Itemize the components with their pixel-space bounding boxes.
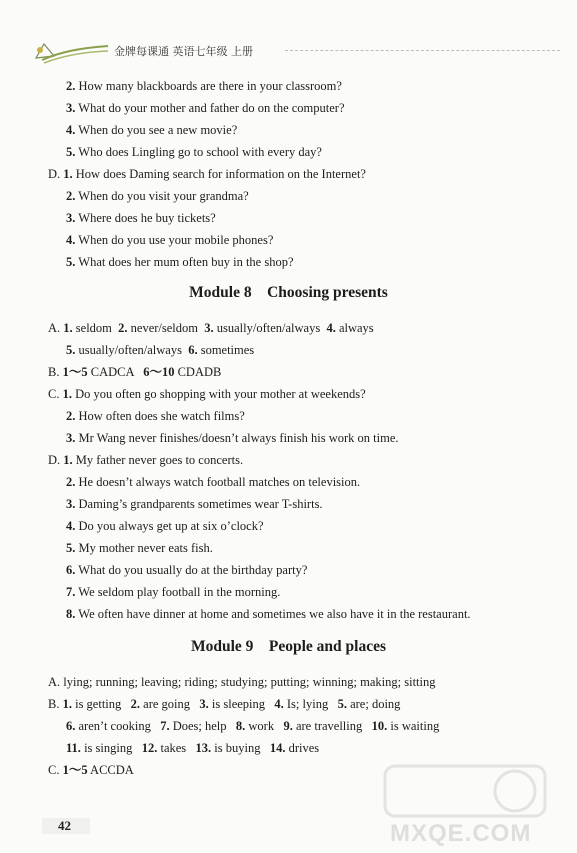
answer-text: takes [157, 741, 196, 755]
answer-text: D. [48, 167, 64, 181]
answer-text: Does; help [169, 719, 236, 733]
item-number: 1. [63, 321, 73, 335]
answer-text: Mr Wang never finishes/doesn’t always finish his work on time. [75, 431, 399, 445]
item-number: 1. [63, 167, 73, 181]
answer-text: D. [48, 453, 64, 467]
item-number: 6. [66, 563, 76, 577]
answer-line [66, 408, 245, 424]
answer-line [48, 762, 134, 778]
answer-text: My father never goes to concerts. [72, 453, 244, 467]
answer-text: When do you see a new movie? [75, 123, 238, 137]
answer-text: My mother never eats fish. [75, 541, 213, 555]
item-number: 14. [269, 741, 286, 755]
answer-text: Do you always get up at six o’clock? [75, 519, 264, 533]
item-number: 2. [118, 321, 128, 335]
item-number: 3. [204, 321, 214, 335]
page-number: 42 [58, 818, 71, 833]
answer-text: Daming’s grandparents sometimes wear T-shirts. [75, 497, 323, 511]
page-footer [42, 818, 142, 838]
answer-line [48, 386, 366, 402]
answer-line [66, 100, 345, 116]
answer-text: How often does she watch films? [75, 409, 245, 423]
item-number: 13. [195, 741, 212, 755]
answer-text: C. [48, 387, 63, 401]
item-number: 5. [66, 343, 76, 357]
answer-text: is getting [71, 697, 131, 711]
answer-line [66, 718, 439, 734]
item-number: 1. [63, 453, 73, 467]
answer-text: Do you often go shopping with your mother at weekends? [71, 387, 366, 401]
answer-text: A. [48, 675, 64, 689]
item-number: 1～5 [62, 365, 88, 379]
header-divider [285, 50, 560, 52]
answer-text: What do you usually do at the birthday party? [75, 563, 308, 577]
answer-line [66, 122, 237, 138]
answer-text: CADCA [87, 365, 144, 379]
answer-line [48, 452, 243, 468]
module-heading: Module 8 Choosing presents [189, 284, 388, 301]
item-number: 6. [66, 719, 76, 733]
answer-text: We seldom play football in the morning. [75, 585, 281, 599]
answer-text: never/seldom [127, 321, 205, 335]
item-number: 2. [66, 189, 76, 203]
answer-line [66, 584, 280, 600]
answer-text: seldom [72, 321, 119, 335]
answer-text: Where does he buy tickets? [75, 211, 216, 225]
answer-text: always [335, 321, 374, 335]
page-header [30, 38, 560, 66]
answer-text: We often have dinner at home and sometimes we also have it in the restaurant. [75, 607, 471, 621]
answer-text: drives [285, 741, 320, 755]
book-logo-icon [30, 38, 110, 66]
answer-line [66, 474, 360, 490]
item-number: 3. [199, 697, 209, 711]
answer-text: is buying [211, 741, 270, 755]
item-number: 12. [141, 741, 158, 755]
answer-text: How does Daming search for information on the Internet? [72, 167, 366, 181]
answer-line [66, 562, 307, 578]
answer-text: are going [140, 697, 200, 711]
item-number: 9. [283, 719, 293, 733]
item-number: 11. [66, 741, 81, 755]
answer-text: sometimes [197, 343, 255, 357]
answer-text: aren’t cooking [75, 719, 161, 733]
answer-line [66, 78, 342, 94]
answer-line [48, 364, 221, 380]
item-number: 5. [66, 145, 76, 159]
answer-line [66, 606, 471, 622]
answer-text: CDADB [174, 365, 222, 379]
answer-line [66, 518, 264, 534]
item-number: 7. [66, 585, 76, 599]
item-number: 4. [274, 697, 284, 711]
item-number: 3. [66, 431, 76, 445]
answer-text: usually/often/always [75, 343, 189, 357]
answer-text: lying; running; leaving; riding; studying; putting; winning; making; sitting [63, 675, 436, 689]
item-number: 5. [337, 697, 347, 711]
answer-line [66, 210, 216, 226]
item-number: 2. [66, 475, 76, 489]
answer-text: B. [48, 697, 63, 711]
item-number: 7. [160, 719, 170, 733]
answer-text: C. [48, 763, 63, 777]
answer-line [66, 740, 319, 756]
item-number: 6～10 [143, 365, 175, 379]
item-number: 4. [66, 519, 76, 533]
item-number: 1. [62, 697, 72, 711]
item-number: 5. [66, 255, 76, 269]
item-number: 4. [326, 321, 336, 335]
item-number: 5. [66, 541, 76, 555]
answer-text: usually/often/always [213, 321, 327, 335]
module-heading: Module 9 People and places [190, 638, 387, 655]
answer-line [48, 320, 374, 336]
answer-text: When do you visit your grandma? [75, 189, 249, 203]
answer-line [66, 342, 254, 358]
answer-text: He doesn’t always watch football matches on television. [75, 475, 361, 489]
item-number: 1～5 [62, 763, 88, 777]
answer-line [66, 254, 294, 270]
item-number: 3. [66, 211, 76, 225]
item-number: 6. [188, 343, 198, 357]
answer-text: Is; lying [283, 697, 338, 711]
answer-text: When do you use your mobile phones? [75, 233, 274, 247]
answer-line [48, 166, 366, 182]
answer-line [66, 232, 273, 248]
answer-text: is sleeping [208, 697, 275, 711]
answer-text: A. [48, 321, 64, 335]
answer-text: ACCDA [87, 763, 134, 777]
answer-line [48, 674, 436, 690]
answer-text: How many blackboards are there in your classroom? [75, 79, 342, 93]
answer-line [66, 430, 399, 446]
answer-text: Who does Lingling go to school with every day? [75, 145, 322, 159]
answer-line [66, 144, 322, 160]
item-number: 8. [66, 607, 76, 621]
item-number: 2. [66, 409, 76, 423]
answer-text: are travelling [292, 719, 372, 733]
answer-text: is waiting [387, 719, 440, 733]
answer-text: What do your mother and father do on the computer? [75, 101, 345, 115]
item-number: 1. [62, 387, 72, 401]
answer-line [48, 696, 400, 712]
item-number: 10. [371, 719, 388, 733]
answer-text: are; doing [346, 697, 401, 711]
answer-line [66, 188, 249, 204]
answer-text: work [245, 719, 284, 733]
answer-line [66, 540, 213, 556]
watermark-text: MXQE.COM [390, 820, 532, 847]
answer-text: B. [48, 365, 63, 379]
header-title: 金牌每课通 英语七年级 上册 [114, 45, 253, 58]
answer-text: What does her mum often buy in the shop? [75, 255, 294, 269]
item-number: 3. [66, 497, 76, 511]
item-number: 2. [66, 79, 76, 93]
item-number: 4. [66, 233, 76, 247]
watermark [345, 758, 565, 848]
item-number: 3. [66, 101, 76, 115]
answer-text: is singing [80, 741, 142, 755]
item-number: 8. [235, 719, 246, 733]
item-number: 2. [130, 697, 141, 711]
item-number: 4. [66, 123, 76, 137]
answer-line [66, 496, 323, 512]
